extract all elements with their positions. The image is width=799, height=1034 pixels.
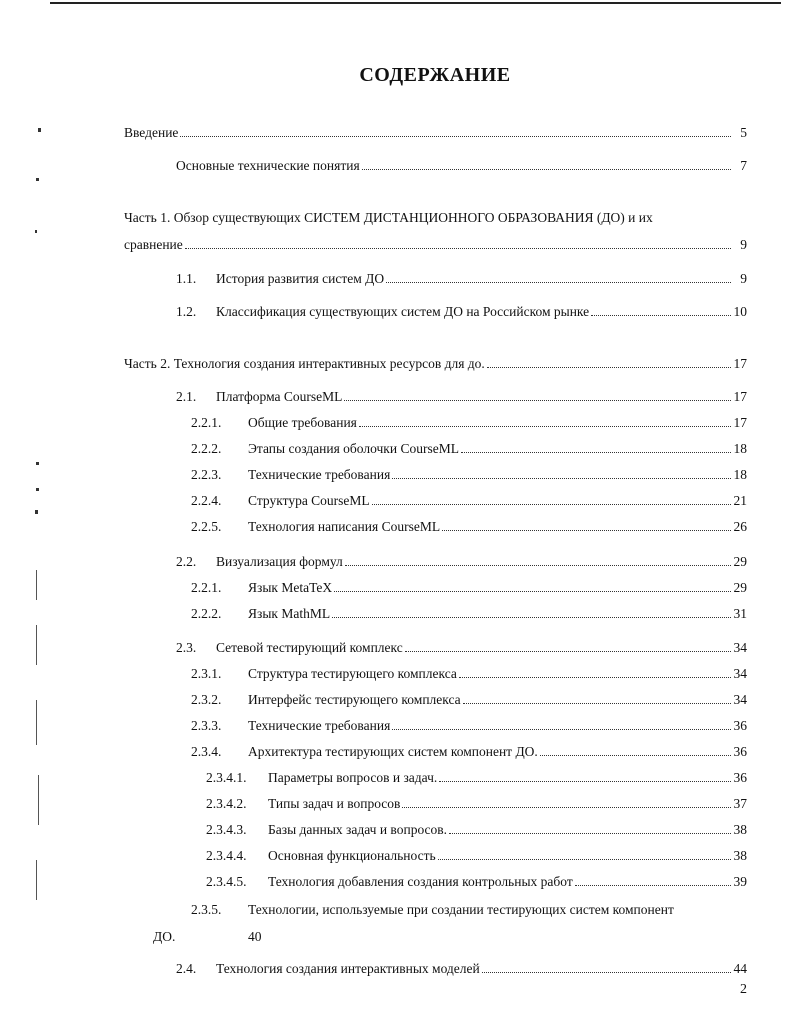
toc-entry-page: 7 xyxy=(740,158,747,173)
scan-speck xyxy=(36,488,39,491)
dot-leader xyxy=(463,692,731,704)
toc-entry-text: Основные технические понятия xyxy=(176,158,360,173)
toc-entry-text: Введение xyxy=(124,125,179,140)
toc-entry-2-3-5[interactable] xyxy=(191,902,674,918)
toc-entry-page: 40 xyxy=(248,929,262,944)
dot-leader xyxy=(362,158,731,170)
toc-entry-2-3[interactable] xyxy=(176,640,747,656)
scan-mark xyxy=(38,775,39,825)
toc-entry-text: Интерфейс тестирующего комплекса xyxy=(248,692,461,707)
toc-entry-2-2-1[interactable] xyxy=(191,415,747,431)
page-number: 2 xyxy=(740,982,747,997)
scan-mark xyxy=(36,700,37,745)
toc-entry-number: 2.2.3. xyxy=(191,467,222,482)
toc-entry-page: 37 xyxy=(733,796,747,811)
toc-entry-2-2[interactable] xyxy=(176,554,747,570)
toc-entry-text: Общие требования xyxy=(248,415,357,430)
toc-entry-2-3-1[interactable] xyxy=(191,666,747,682)
toc-entry-2-3-4-4[interactable] xyxy=(206,848,747,864)
toc-entry-part1[interactable] xyxy=(124,237,747,253)
toc-entry-text: Структура CourseML xyxy=(248,493,370,508)
toc-entry-1-1[interactable] xyxy=(176,271,747,287)
toc-entry-number: 2.2.1. xyxy=(191,415,222,430)
toc-entry-text: Архитектура тестирующих систем компонент ДО. xyxy=(248,744,538,759)
toc-entry-page: 18 xyxy=(733,467,747,482)
toc-entry-page: 38 xyxy=(733,822,747,837)
toc-entry-page: 26 xyxy=(733,519,747,534)
toc-entry-text: ДО. xyxy=(153,929,176,944)
toc-entry-number: 2.2.2. xyxy=(191,441,222,456)
dot-leader xyxy=(459,666,731,678)
toc-entry-page: 17 xyxy=(733,415,747,430)
toc-entry-number: 2.3.4.4. xyxy=(206,848,247,863)
toc-entry-text: сравнение xyxy=(124,237,183,252)
toc-entry-page: 5 xyxy=(740,125,747,140)
toc-entry-2-3-4[interactable] xyxy=(191,744,747,760)
toc-entry-text: Сетевой тестирующий комплекс xyxy=(216,640,403,655)
toc-entry-text: Платформа CourseML xyxy=(216,389,343,404)
scan-speck xyxy=(36,178,39,181)
toc-entry-text: Базы данных задач и вопросов. xyxy=(268,822,448,837)
toc-entry-2-3-5-cont[interactable] xyxy=(153,929,262,945)
scan-speck xyxy=(35,510,38,514)
toc-entry-number: 2.2. xyxy=(176,554,197,569)
toc-entry-page: 36 xyxy=(733,718,747,733)
toc-entry-page: 31 xyxy=(733,606,747,621)
toc-entry-page: 29 xyxy=(733,554,747,569)
toc-entry-text: Язык MathML xyxy=(248,606,331,621)
toc-entry-text: Язык MetaTeX xyxy=(248,580,333,595)
toc-entry-number: 2.2.1. xyxy=(191,580,222,595)
toc-entry-text: Технология добавления создания контрольных работ xyxy=(268,874,573,889)
toc-entry-number: 2.3.4.5. xyxy=(206,874,247,889)
toc-entry-part1-line1[interactable]: Часть 1. Обзор существующих СИСТЕМ ДИСТАНЦИОННОГО ОБРАЗОВАНИЯ (ДО) и их xyxy=(124,210,653,225)
toc-entry-text: Параметры вопросов и задач. xyxy=(268,770,438,785)
toc-entry-text: Технология создания интерактивных моделей xyxy=(216,961,480,976)
toc-entry-number: 2.2.5. xyxy=(191,519,222,534)
dot-leader xyxy=(449,822,731,834)
toc-entry-page: 34 xyxy=(733,666,747,681)
toc-entry-number: 2.3.1. xyxy=(191,666,222,681)
toc-entry-page: 18 xyxy=(733,441,747,456)
toc-entry-page: 10 xyxy=(733,304,747,319)
toc-entry-number: 2.3.4. xyxy=(191,744,222,759)
toc-entry-2-2-2-mathml[interactable] xyxy=(191,606,747,622)
top-rule xyxy=(50,2,781,4)
scan-mark xyxy=(36,570,37,600)
toc-entry-page: 17 xyxy=(733,356,747,371)
toc-entry-page: 36 xyxy=(733,770,747,785)
dot-leader xyxy=(405,640,731,652)
toc-entry-page: 44 xyxy=(733,961,747,976)
toc-entry-number: 2.3. xyxy=(176,640,197,655)
toc-entry-page: 34 xyxy=(733,640,747,655)
toc-entry-page: 36 xyxy=(733,744,747,759)
toc-entry-2-3-2[interactable] xyxy=(191,692,747,708)
dot-leader xyxy=(540,744,731,756)
dot-leader xyxy=(591,304,731,316)
toc-entry-text: Технические требования xyxy=(248,467,391,482)
toc-entry-page: 38 xyxy=(733,848,747,863)
scan-mark xyxy=(36,625,37,665)
toc-entry-number: 2.1. xyxy=(176,389,197,404)
dot-leader xyxy=(438,848,731,860)
toc-entry-number: 1.2. xyxy=(176,304,197,319)
toc-entry-number: 2.3.4.3. xyxy=(206,822,247,837)
toc-entry-number: 2.3.4.2. xyxy=(206,796,247,811)
toc-entry-number: 2.2.4. xyxy=(191,493,222,508)
toc-entry-number: 2.2.2. xyxy=(191,606,222,621)
dot-leader xyxy=(180,125,731,137)
dot-leader xyxy=(487,356,731,368)
dot-leader xyxy=(392,467,731,479)
dot-leader xyxy=(386,271,731,283)
scan-speck xyxy=(38,128,41,132)
toc-entry-number: 2.4. xyxy=(176,961,197,976)
toc-entry-page: 39 xyxy=(733,874,747,889)
toc-entry-basic-concepts[interactable] xyxy=(176,158,747,174)
scan-mark xyxy=(36,860,37,900)
toc-entry-page: 9 xyxy=(740,237,747,252)
toc-entry-text: История развития систем ДО xyxy=(216,271,385,286)
toc-entry-2-3-3[interactable] xyxy=(191,718,747,734)
dot-leader xyxy=(185,237,731,249)
toc-entry-2-2-2[interactable] xyxy=(191,441,747,457)
toc-entry-2-4[interactable] xyxy=(176,961,747,977)
toc-entry-text: Визуализация формул xyxy=(216,554,343,569)
toc-entry-2-2-4[interactable] xyxy=(191,493,747,509)
toc-entry-number: 1.1. xyxy=(176,271,197,286)
toc-entry-page: 34 xyxy=(733,692,747,707)
toc-entry-2-3-4-2[interactable] xyxy=(206,796,747,812)
toc-entry-page: 21 xyxy=(733,493,747,508)
toc-entry-2-2-1-metatex[interactable] xyxy=(191,580,747,596)
toc-entry-page: 29 xyxy=(733,580,747,595)
dot-leader xyxy=(439,770,731,782)
toc-entry-text: Технические требования xyxy=(248,718,391,733)
dot-leader xyxy=(402,796,731,808)
toc-entry-page: 9 xyxy=(740,271,747,286)
dot-leader xyxy=(344,389,731,401)
dot-leader xyxy=(575,874,731,886)
toc-entry-text: Основная функциональность xyxy=(268,848,436,863)
toc-entry-introduction[interactable] xyxy=(124,125,747,141)
toc-entry-text: Технология написания CourseML xyxy=(248,519,441,534)
page-title: СОДЕРЖАНИЕ xyxy=(359,64,511,86)
toc-entry-number: 2.3.4.1. xyxy=(206,770,247,785)
dot-leader xyxy=(359,415,731,427)
toc-entry-2-2-3[interactable] xyxy=(191,467,747,483)
toc-entry-text: Часть 2. Технология создания интерактивных ресурсов для до. xyxy=(124,356,485,371)
scan-speck xyxy=(36,462,39,465)
toc-entry-2-1[interactable] xyxy=(176,389,747,405)
toc-entry-text: Классификация существующих систем ДО на Российском рынке xyxy=(216,304,590,319)
toc-entry-number: 2.3.2. xyxy=(191,692,222,707)
toc-entry-1-2[interactable] xyxy=(176,304,747,320)
toc-entry-2-3-4-5[interactable] xyxy=(206,874,747,890)
toc-entry-number: 2.3.3. xyxy=(191,718,222,733)
toc-entry-text: Технологии, используемые при создании тестирующих систем компонент xyxy=(248,902,674,917)
toc-entry-page: 17 xyxy=(733,389,747,404)
toc-entry-2-3-4-3[interactable] xyxy=(206,822,747,838)
dot-leader xyxy=(345,554,731,566)
toc-entry-text: Структура тестирующего комплекса xyxy=(248,666,457,681)
dot-leader xyxy=(392,718,731,730)
dot-leader xyxy=(442,519,731,531)
toc-entry-2-3-4-1[interactable] xyxy=(206,770,747,786)
toc-entry-2-2-5[interactable] xyxy=(191,519,747,535)
dot-leader xyxy=(334,580,731,592)
scan-speck xyxy=(35,230,37,233)
toc-entry-number: 2.3.5. xyxy=(191,902,222,917)
dot-leader xyxy=(482,961,731,973)
dot-leader xyxy=(332,606,731,618)
toc-entry-part2[interactable] xyxy=(124,356,747,372)
toc-entry-text: Этапы создания оболочки CourseML xyxy=(248,441,459,456)
dot-leader xyxy=(461,441,731,453)
toc-entry-text: Типы задач и вопросов xyxy=(268,796,401,811)
dot-leader xyxy=(372,493,731,505)
